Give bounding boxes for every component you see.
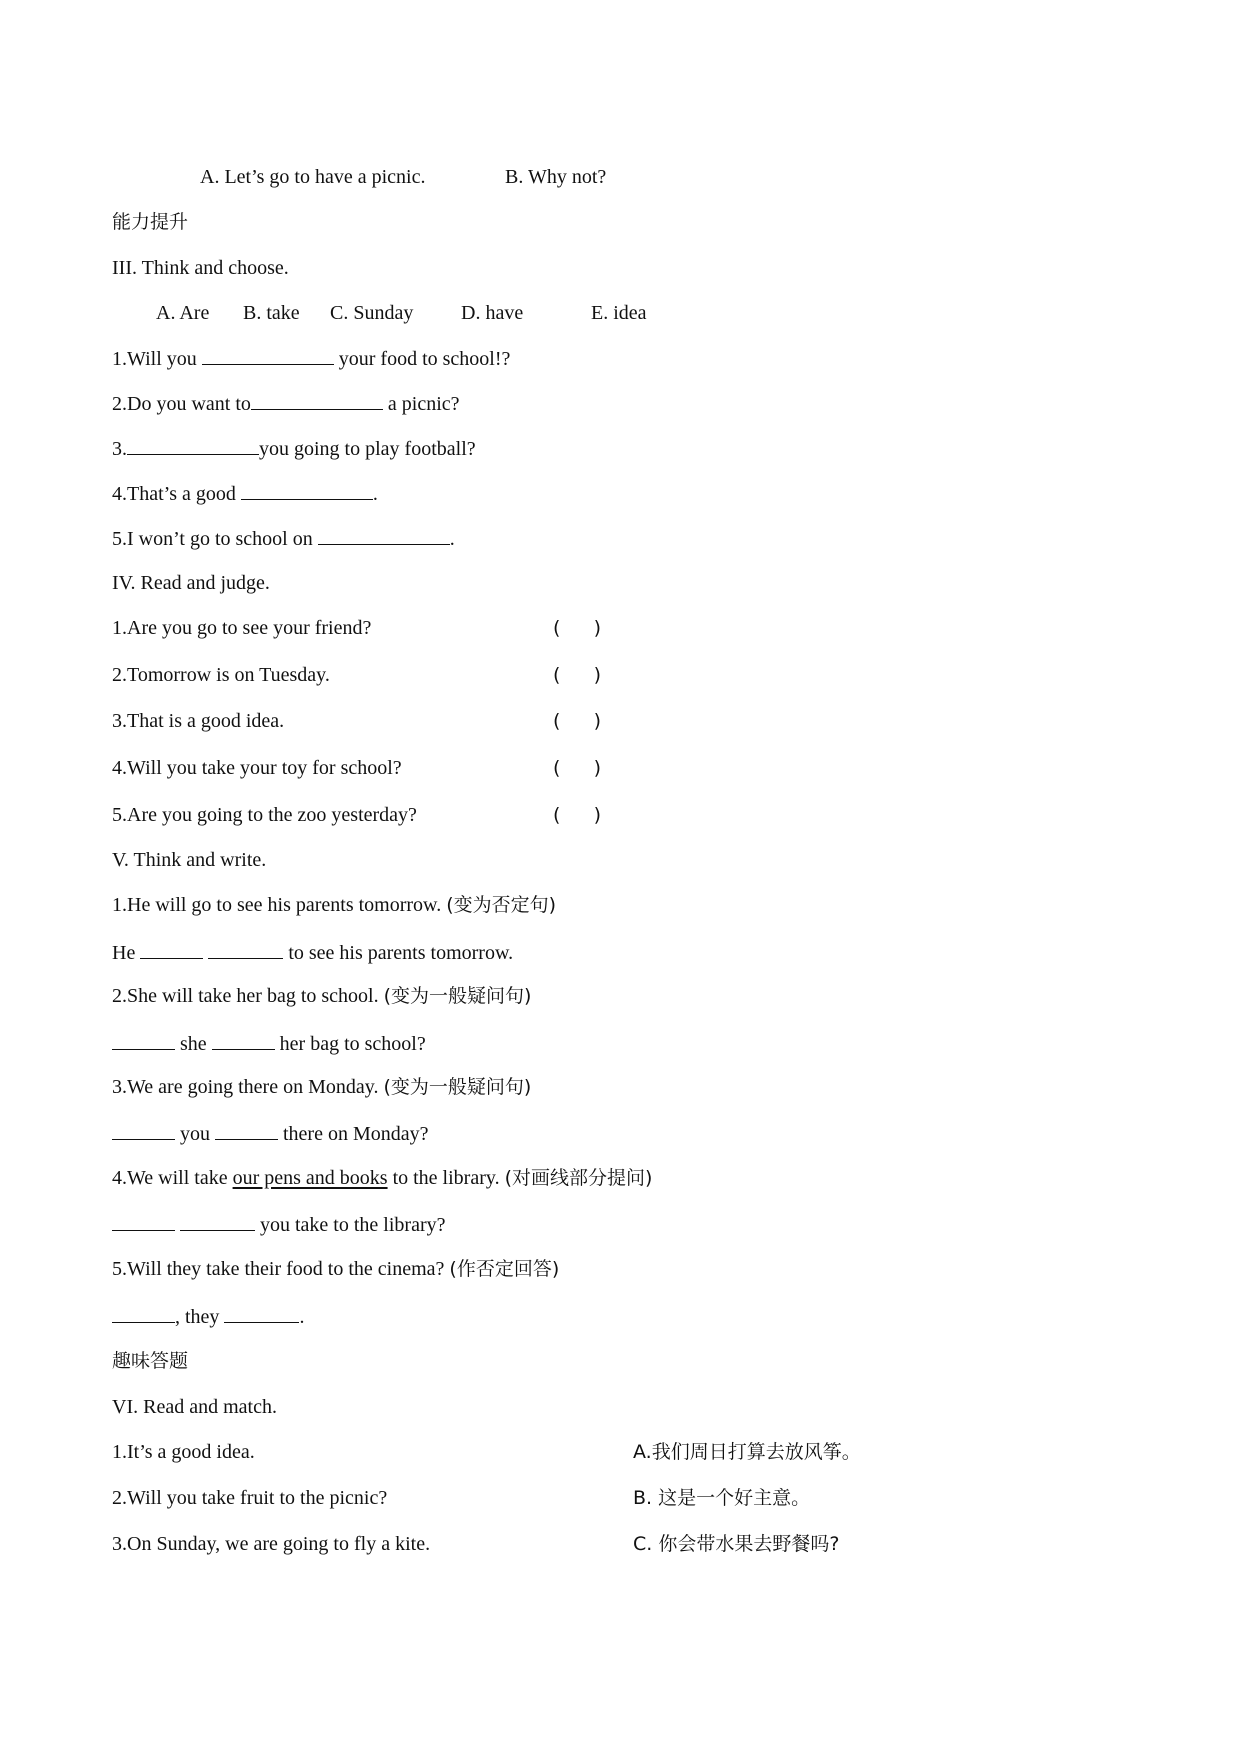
write-answer-2: she her bag to school? (112, 1031, 426, 1056)
answer-blank[interactable] (318, 526, 450, 545)
judge-item-4: 4.Will you take your toy for school? (112, 757, 402, 779)
answer-blank[interactable] (112, 1121, 175, 1140)
judge-answer-box[interactable]: ( ) (553, 710, 601, 732)
answer-blank[interactable] (127, 436, 259, 455)
answer-blank[interactable] (208, 940, 283, 959)
section3-question-4: 4.That’s a good . (112, 483, 378, 505)
section5-title: V. Think and write. (112, 849, 267, 871)
option-b: B. Why not? (505, 166, 607, 188)
section-heading-ability: 能力提升 (112, 211, 189, 233)
section3-question-2: 2.Do you want to a picnic? (112, 393, 460, 415)
answer-blank[interactable] (112, 1212, 175, 1231)
section-heading-fun: 趣味答题 (112, 1350, 189, 1372)
answer-blank[interactable] (224, 1304, 299, 1323)
match-right-b[interactable]: B. 这是一个好主意。 (633, 1487, 811, 1509)
section3-title: III. Think and choose. (112, 257, 289, 279)
section4-title: IV. Read and judge. (112, 572, 270, 594)
choice-c: C. Sunday (330, 302, 414, 324)
write-answer-3: you there on Monday? (112, 1121, 429, 1146)
write-answer-1: He to see his parents tomorrow. (112, 942, 514, 964)
answer-blank[interactable] (202, 346, 334, 365)
match-left-2[interactable]: 2.Will you take fruit to the picnic? (112, 1487, 388, 1509)
instruction-hint: (作否定回答) (449, 1258, 560, 1280)
answer-blank[interactable] (212, 1031, 275, 1050)
judge-item-3: 3.That is a good idea. (112, 710, 285, 732)
answer-blank[interactable] (112, 1304, 175, 1323)
match-left-3[interactable]: 3.On Sunday, we are going to fly a kite. (112, 1533, 431, 1555)
write-answer-4: you take to the library? (112, 1212, 446, 1237)
judge-item-5: 5.Are you going to the zoo yesterday? (112, 804, 417, 826)
write-answer-5: , they . (112, 1304, 304, 1329)
underlined-phrase: our pens and books (232, 1167, 388, 1189)
section3-question-5: 5.I won’t go to school on . (112, 528, 455, 550)
judge-answer-box[interactable]: ( ) (553, 617, 601, 639)
answer-blank[interactable] (180, 1212, 255, 1231)
write-question-4: 4.We will take our pens and books to the library. (对画线部分提问) (112, 1167, 653, 1189)
instruction-hint: (对画线部分提问) (504, 1167, 653, 1189)
choice-e: E. idea (591, 302, 647, 324)
section6-title: VI. Read and match. (112, 1396, 277, 1418)
answer-blank[interactable] (241, 481, 373, 500)
choice-b: B. take (243, 302, 300, 324)
write-question-3: 3.We are going there on Monday. (变为一般疑问句) (112, 1076, 532, 1098)
option-a: A. Let’s go to have a picnic. (200, 166, 426, 188)
answer-blank[interactable] (112, 1031, 175, 1050)
answer-blank[interactable] (251, 391, 383, 410)
answer-blank[interactable] (215, 1121, 278, 1140)
match-left-1[interactable]: 1.It’s a good idea. (112, 1441, 255, 1463)
write-question-1: 1.He will go to see his parents tomorrow. (变为否定句) (112, 894, 557, 916)
match-right-c[interactable]: C. 你会带水果去野餐吗? (633, 1533, 840, 1555)
choice-d: D. have (461, 302, 524, 324)
instruction-hint: (变为一般疑问句) (383, 985, 532, 1007)
judge-item-1: 1.Are you go to see your friend? (112, 617, 372, 639)
match-right-a[interactable]: A.我们周日打算去放风筝。 (633, 1441, 861, 1463)
judge-item-2: 2.Tomorrow is on Tuesday. (112, 664, 330, 686)
write-question-5: 5.Will they take their food to the cinema? (作否定回答) (112, 1258, 560, 1280)
section3-question-3: 3. you going to play football? (112, 438, 476, 460)
instruction-hint: (变为一般疑问句) (383, 1076, 532, 1098)
judge-answer-box[interactable]: ( ) (553, 664, 601, 686)
section3-question-1: 1.Will you your food to school!? (112, 348, 511, 370)
judge-answer-box[interactable]: ( ) (553, 804, 601, 826)
choice-a: A. Are (156, 302, 210, 324)
judge-answer-box[interactable]: ( ) (553, 757, 601, 779)
write-question-2: 2.She will take her bag to school. (变为一般疑问句) (112, 985, 532, 1007)
instruction-hint: (变为否定句) (446, 894, 557, 916)
answer-blank[interactable] (140, 940, 203, 959)
